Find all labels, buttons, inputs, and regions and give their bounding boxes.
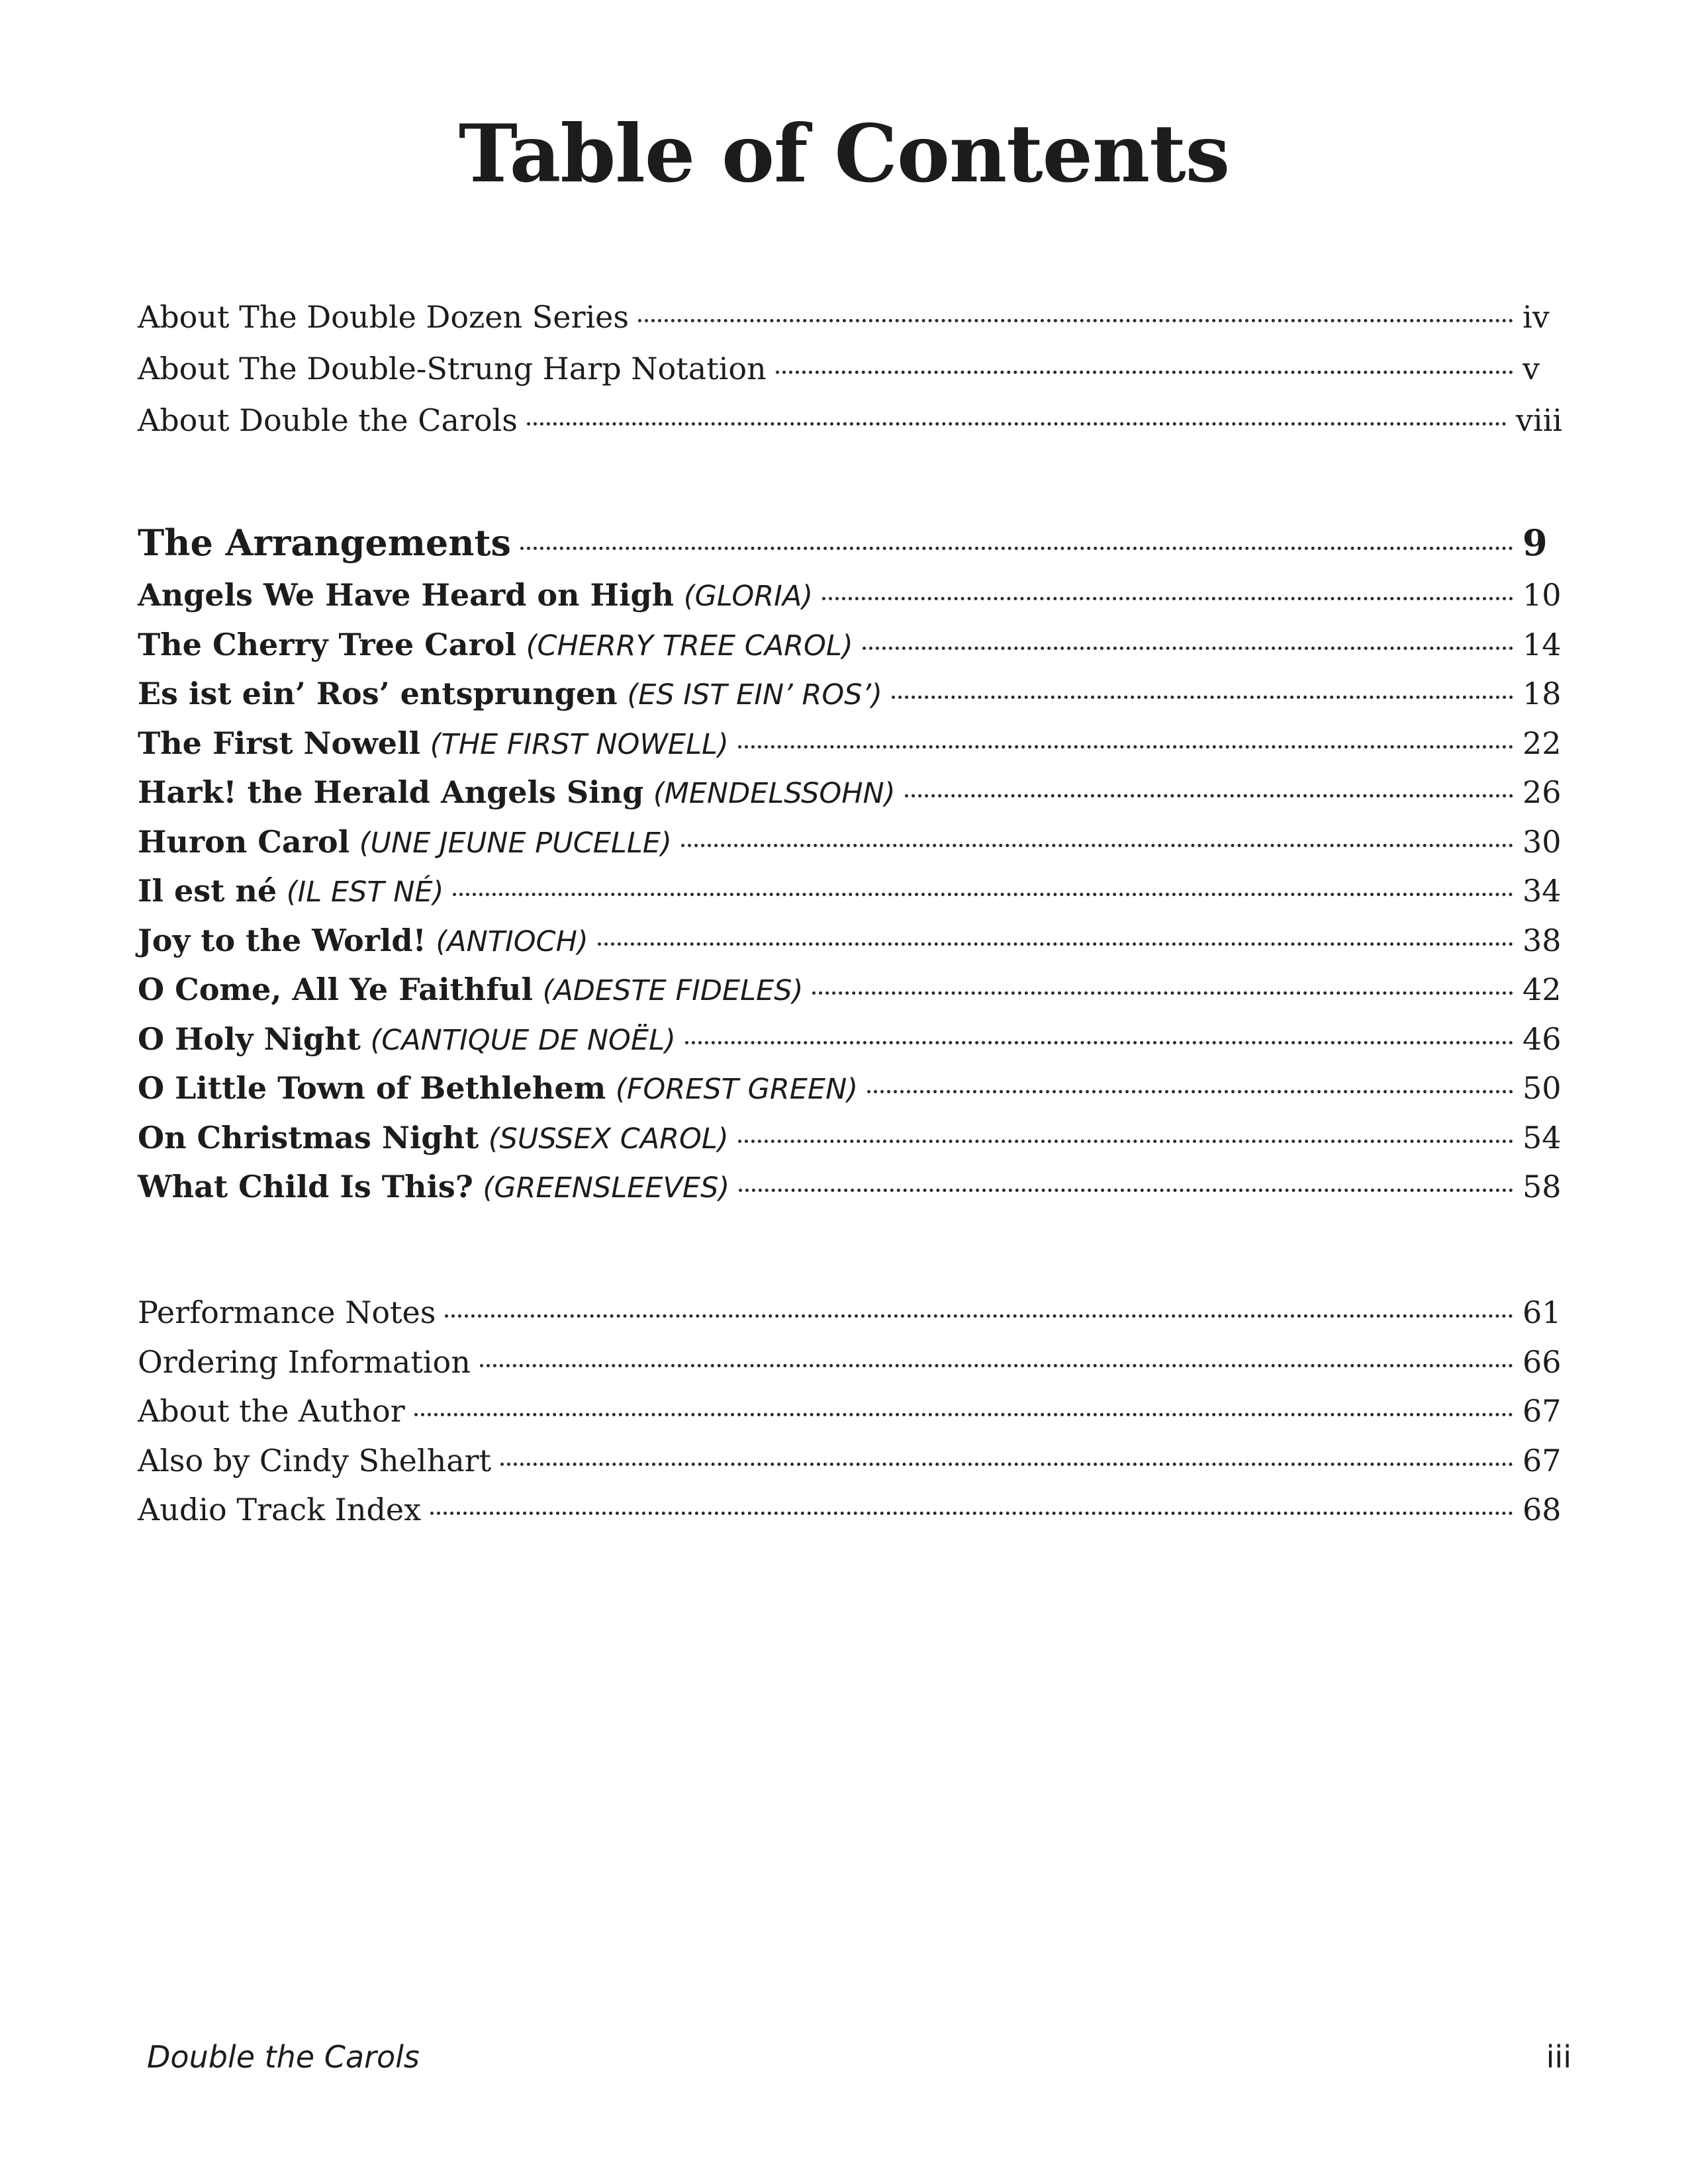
toc-page-number: 66 xyxy=(1523,1343,1562,1380)
tune-name: (IL EST NÉ) xyxy=(286,876,444,909)
song-entry[interactable] xyxy=(138,923,1562,972)
dot-leader xyxy=(430,1512,1513,1515)
tune-name: (CANTIQUE DE NOËL) xyxy=(370,1023,676,1057)
toc-page-number: 38 xyxy=(1523,922,1562,958)
toc-entry-title: Ordering Information xyxy=(138,1343,471,1380)
arrangements-section xyxy=(138,522,1562,1218)
toc-page-number: 42 xyxy=(1523,972,1562,1007)
toc-page-number: 67 xyxy=(1523,1442,1562,1479)
song-entry[interactable] xyxy=(138,824,1562,874)
dot-leader xyxy=(739,1189,1513,1192)
toc-page-number: 61 xyxy=(1523,1295,1562,1330)
toc-page-number: 67 xyxy=(1523,1393,1562,1429)
toc-page-number: viii xyxy=(1515,402,1562,438)
tune-name: (MENDELSSOHN) xyxy=(653,777,896,810)
song-entry[interactable] xyxy=(138,1169,1562,1218)
dot-leader xyxy=(776,371,1513,374)
dot-leader xyxy=(738,1140,1513,1143)
toc-entry[interactable] xyxy=(138,1443,1562,1492)
toc-page-number: v xyxy=(1523,351,1540,387)
tune-name: (GREENSLEEVES) xyxy=(483,1171,730,1205)
toc-page-number: 10 xyxy=(1523,577,1562,613)
dot-leader xyxy=(453,893,1513,896)
dot-leader xyxy=(812,991,1513,995)
song-entry[interactable] xyxy=(138,873,1562,923)
song-title: Hark! the Herald Angels Sing xyxy=(138,774,644,810)
dot-leader xyxy=(863,647,1513,650)
front-matter-section xyxy=(138,299,1562,454)
song-title: Il est né xyxy=(138,873,277,909)
toc-entry-title: Audio Track Index xyxy=(138,1492,422,1527)
dot-leader xyxy=(480,1364,1513,1367)
toc-entry[interactable] xyxy=(138,1492,1562,1541)
song-entry[interactable] xyxy=(138,774,1562,824)
toc-entry[interactable] xyxy=(138,1344,1562,1394)
toc-page-number: 34 xyxy=(1523,873,1562,909)
toc-page-number: 26 xyxy=(1523,774,1562,810)
toc-entry[interactable] xyxy=(138,402,1562,454)
toc-entry-title: About The Double Dozen Series xyxy=(138,299,629,335)
dot-leader xyxy=(681,844,1513,847)
tune-name: (CHERRY TREE CAROL) xyxy=(526,629,853,662)
toc-page-number: 58 xyxy=(1523,1169,1562,1205)
dot-leader xyxy=(520,547,1513,550)
song-entry[interactable] xyxy=(138,577,1562,627)
footer-book-title: Double the Carols xyxy=(147,2039,420,2075)
song-title: On Christmas Night xyxy=(138,1119,479,1156)
dot-leader xyxy=(445,1314,1513,1318)
toc-entry[interactable] xyxy=(138,351,1562,402)
back-matter-section xyxy=(138,1295,1562,1541)
song-entry[interactable] xyxy=(138,676,1562,725)
toc-entry-title: About Double the Carols xyxy=(138,402,518,438)
dot-leader xyxy=(738,745,1513,749)
song-entry[interactable] xyxy=(138,1120,1562,1169)
dot-leader xyxy=(598,942,1513,946)
song-title: Angels We Have Heard on High xyxy=(138,577,675,613)
toc-page-number: 9 xyxy=(1523,522,1548,564)
toc-page-number: 18 xyxy=(1523,676,1562,711)
song-entry[interactable] xyxy=(138,725,1562,775)
song-title: O Holy Night xyxy=(138,1021,361,1057)
song-title: What Child Is This? xyxy=(138,1169,473,1205)
toc-entry-title: About the Author xyxy=(138,1393,405,1429)
dot-leader xyxy=(905,794,1514,797)
song-title: The Cherry Tree Carol xyxy=(138,626,516,662)
dot-leader xyxy=(638,319,1513,322)
dot-leader xyxy=(892,696,1513,699)
song-entry[interactable] xyxy=(138,972,1562,1021)
song-title: O Little Town of Bethlehem xyxy=(138,1070,606,1106)
dot-leader xyxy=(500,1463,1513,1466)
song-title: O Come, All Ye Faithful xyxy=(138,972,533,1007)
toc-entry-title: Performance Notes xyxy=(138,1295,436,1330)
tune-name: (UNE JEUNE PUCELLE) xyxy=(359,826,672,860)
dot-leader xyxy=(414,1413,1513,1416)
toc-entry[interactable] xyxy=(138,299,1562,351)
arrangements-heading[interactable] xyxy=(138,522,1562,577)
dot-leader xyxy=(685,1041,1513,1044)
toc-entry[interactable] xyxy=(138,1295,1562,1344)
tune-name: (GLORIA) xyxy=(683,580,814,613)
song-title: Joy to the World! xyxy=(138,922,426,958)
toc-entry-title: Also by Cindy Shelhart xyxy=(138,1442,492,1479)
toc-page-number: iv xyxy=(1523,299,1550,335)
page-title: Table of Contents xyxy=(458,107,1230,201)
song-entry[interactable] xyxy=(138,627,1562,676)
toc-page-number: 46 xyxy=(1523,1021,1562,1057)
song-title: The First Nowell xyxy=(138,725,421,761)
dot-leader xyxy=(867,1090,1513,1093)
dot-leader xyxy=(822,597,1513,600)
footer-page-number: iii xyxy=(1546,2039,1571,2075)
tune-name: (THE FIRST NOWELL) xyxy=(430,727,729,761)
toc-page-number: 68 xyxy=(1523,1492,1562,1527)
toc-page-number: 14 xyxy=(1523,626,1562,662)
song-title: Huron Carol xyxy=(138,823,350,860)
toc-page-number: 50 xyxy=(1523,1070,1562,1106)
song-title: Es ist ein’ Ros’ entsprungen xyxy=(138,676,618,711)
toc-page-number: 30 xyxy=(1523,823,1562,860)
tune-name: (FOREST GREEN) xyxy=(615,1073,859,1106)
toc-entry[interactable] xyxy=(138,1393,1562,1443)
toc-entry-title: About The Double-Strung Harp Notation xyxy=(138,351,767,387)
toc-page-number: 22 xyxy=(1523,725,1562,761)
dot-leader xyxy=(527,422,1507,426)
tune-name: (ES IST EIN’ ROS’) xyxy=(627,678,882,711)
tune-name: (ADESTE FIDELES) xyxy=(542,974,804,1007)
toc-page-number: 54 xyxy=(1523,1119,1562,1156)
tune-name: (SUSSEX CAROL) xyxy=(488,1122,729,1156)
song-entry[interactable] xyxy=(138,1070,1562,1120)
tune-name: (ANTIOCH) xyxy=(436,925,588,958)
section-heading: The Arrangements xyxy=(138,522,511,564)
song-entry[interactable] xyxy=(138,1021,1562,1071)
